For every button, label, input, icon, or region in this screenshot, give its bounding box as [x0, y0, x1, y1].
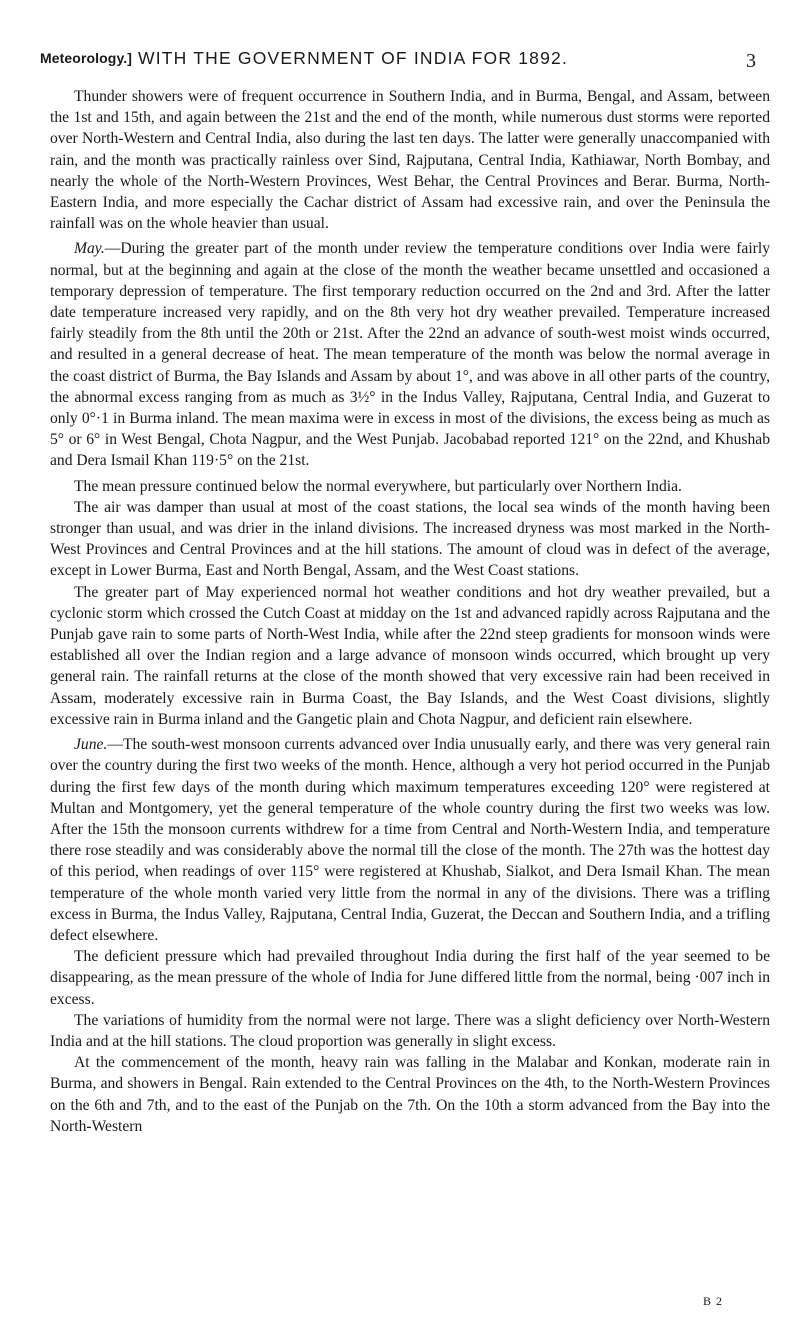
- paragraph-june-rainfall: At the commencement of the month, heavy rain was falling in the Malabar and Konkan, moderate rain in Burma, and showers in Bengal. Rain extended to the Central Provinces on the 4th, to the North-Western Provinces on the 6th and 7th, and to the east of the Punjab on the 7th. On the 10th a storm advanced from the Bay into the North-Western: [50, 1054, 770, 1135]
- paragraph-may-humidity: The air was damper than usual at most of the coast stations, the local sea winds of the month having been stronger than usual, and was drier in the inland divisions. The increased dryness was most marked in the North-West Provinces and Central Provinces and at the hill stations. The amount of cloud was in defect of the average, except in Lower Burma, East and North Bengal, Assam, and the West Coast stations.: [50, 498, 770, 580]
- running-head: [40, 48, 760, 78]
- month-heading-may: May.: [74, 240, 105, 258]
- running-title: WITH THE GOVERNMENT OF INDIA FOR 1892.: [138, 48, 569, 68]
- paragraph-april-thunder: Thunder showers were of frequent occurrence in Southern India, and in Burma, Bengal, and Assam, between the 1st and 15th, and again between the 21st and the end of the month, while numerous dust storms were reported over North-Western and Central India, also during the last ten days. The latter were generally unaccompanied with rain, and the month was practically rainless over Sind, Rajputana, Central India, Kathiawar, North Bombay, and nearly the whole of the North-Western Provinces, West Behar, the Central Provinces and Berar. Burma, North-Eastern India, and more especially the Cachar district of Assam had excessive rain, and over the Peninsula the rainfall was on the whole heavier than usual.: [50, 88, 770, 233]
- body-text: [50, 86, 770, 1137]
- paragraph-june: June.—The south-west monsoon currents advanced over India unusually early, and there was very general rain over the country during the first two weeks of the month. Hence, although a very hot period occurred in the Punjab during the first few days of the month during which maximum temperatures exceeding 120° were registered at Multan and Montgomery, yet the general temperature of the whole country during the first two weeks was low. After the 15th the monsoon currents withdrew for a time from Central and North-Western India, and temperature there rose steadily and was considerably above the normal till the close of the month. The 27th was the hottest day of this period, when readings of over 115° were registered at Khushab, Sialkot, and Dera Ismail Khan. The mean temperature of the whole month varied very little from the normal in any of the divisions. There was a trifling excess in Burma, the Indus Valley, Rajputana, Central India, Guzerat, the Deccan and Southern India, and a trifling defect elsewhere.: [50, 736, 770, 944]
- section-label: Meteorology.]: [40, 50, 133, 66]
- paragraph-may-rainfall: The greater part of May experienced normal hot weather conditions and hot dry weather prevailed, but a cyclonic storm which crossed the Cutch Coast at midday on the 1st and advanced rapidly across Rajputana and the Punjab gave rain to some parts of North-West India, while after the 22nd steep gradients for monsoon winds were established all over the Indian region and a large advance of monsoon winds occurred, which brought up very general rain. The rainfall returns at the close of the month showed that very excessive rain had been received in Assam, moderately excessive rain in Burma Coast, the Bay Islands, and the West Coast divisions, slightly excessive rain in Burma inland and the Gangetic plain and Chota Nagpur, and deficient rain elsewhere.: [50, 583, 770, 728]
- month-heading-june: June.: [74, 736, 108, 754]
- paragraph-may-pressure: The mean pressure continued below the normal everywhere, but particularly over Northern India.: [74, 477, 682, 495]
- signature-mark: B 2: [703, 1294, 724, 1308]
- paragraph-june-pressure: The deficient pressure which had prevailed throughout India during the first half of the year seemed to be disappearing, as the mean pressure of the whole of India for June differed little from the normal, being ·007 inch in excess.: [50, 948, 770, 1008]
- paragraph-may: May.—During the greater part of the month under review the temperature conditions over India were fairly normal, but at the beginning and again at the close of the month the weather became unsettled and occasioned a temporary depression of temperature. The first temporary reduction occurred on the 2nd and 3rd. After the latter date temperature increased very rapidly, and on the 8th very hot dry weather prevailed. Temperature increased fairly steadily from the 8th until the 20th or 21st. After the 22nd an advance of south-west moist winds occurred, and resulted in a general decrease of heat. The mean temperature of the month was below the normal average in the coast district of Burma, the Bay Islands and Assam by about 1°, and was above in all other parts of the country, the abnormal excess ranging from as much as 3½° in the Indus Valley, Rajputana, Central India, and Guzerat to only 0°·1 in Burma inland. The mean maxima were in excess in most of the divisions, the excess being as much as 5° or 6° in West Bengal, Chota Nagpur, and the West Punjab. Jacobabad reported 121° on the 22nd, and Khushab and Dera Ismail Khan 119·5° on the 21st.: [50, 240, 770, 470]
- page-number: 3: [746, 50, 756, 72]
- paragraph-june-humidity: The variations of humidity from the normal were not large. There was a slight deficiency over North-Western India and at the hill stations. The cloud proportion was generally in slight excess.: [50, 1011, 770, 1050]
